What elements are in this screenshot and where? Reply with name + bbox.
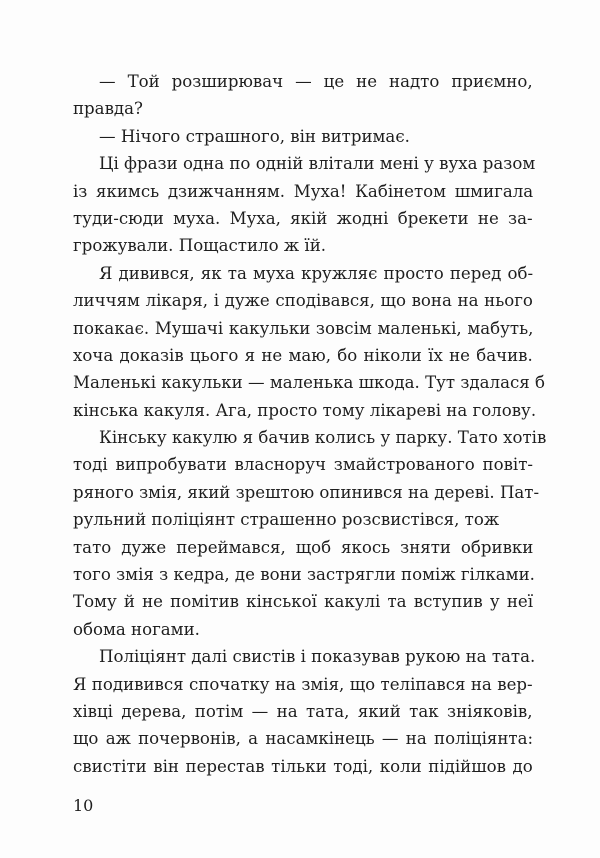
text-line: личчям лікаря, і дуже сподівався, що вона на нього bbox=[73, 291, 533, 311]
text-line: хівці дерева, потім — на тата, який так зніяковів, bbox=[73, 701, 533, 721]
text-line: — Нічого страшного, він витримає. bbox=[99, 126, 410, 146]
text-line: ряного змія, який зрештою опинився на дереві. Пат- bbox=[73, 482, 540, 502]
text-line: того змія з кедра, де вони застрягли поміж гілками. bbox=[73, 565, 535, 585]
page-number: 10 bbox=[73, 796, 94, 815]
text-line: що аж почервонів, а насамкінець — на поліціянта: bbox=[73, 729, 534, 749]
text-line: правда? bbox=[73, 99, 143, 119]
text-line: хоча доказів цього я не маю, бо ніколи їх не бачив. bbox=[73, 345, 533, 365]
text-line: грожували. Пощастило ж їй. bbox=[73, 236, 327, 256]
text-line: свистіти він перестав тільки тоді, коли підійшов до bbox=[73, 756, 533, 776]
text-line: рульний поліціянт страшенно розсвистівся, тож bbox=[73, 510, 500, 530]
text-line: обома ногами. bbox=[73, 619, 200, 639]
text-line: туди-сюди муха. Муха, якій жодні брекети не за- bbox=[73, 208, 533, 228]
text-line: Маленькі какульки — маленька шкода. Тут здалася б bbox=[73, 373, 545, 393]
text-line: Тому й не помітив кінської какулі та вступив у неї bbox=[73, 592, 534, 612]
text-line: — Той розширювач — це не надто приємно, bbox=[99, 72, 533, 91]
text-line: тато дуже переймався, щоб якось зняти обривки bbox=[73, 537, 534, 557]
text-line: покакає. Мушачі какульки зовсім маленькі, мабуть, bbox=[73, 318, 534, 338]
text-line: із якимсь дзижчанням. Муха! Кабінетом шмигала bbox=[73, 181, 534, 201]
text-line: Я дивився, як та муха кружляє просто перед об- bbox=[99, 263, 534, 283]
body-text bbox=[73, 68, 547, 780]
text-line: Ці фрази одна по одній влітали мені у вуха разом bbox=[99, 154, 536, 174]
text-line: тоді випробувати власноруч змайстрованого повіт- bbox=[73, 455, 534, 475]
text-line: Кінську какулю я бачив колись у парку. Тато хотів bbox=[99, 428, 547, 448]
text-line: Я подивився спочатку на змія, що теліпався на вер- bbox=[73, 674, 533, 694]
text-line: кінська какуля. Ага, просто тому лікареві на голову. bbox=[73, 400, 537, 420]
text-line: Поліціянт далі свистів і показував рукою на тата. bbox=[99, 647, 536, 667]
